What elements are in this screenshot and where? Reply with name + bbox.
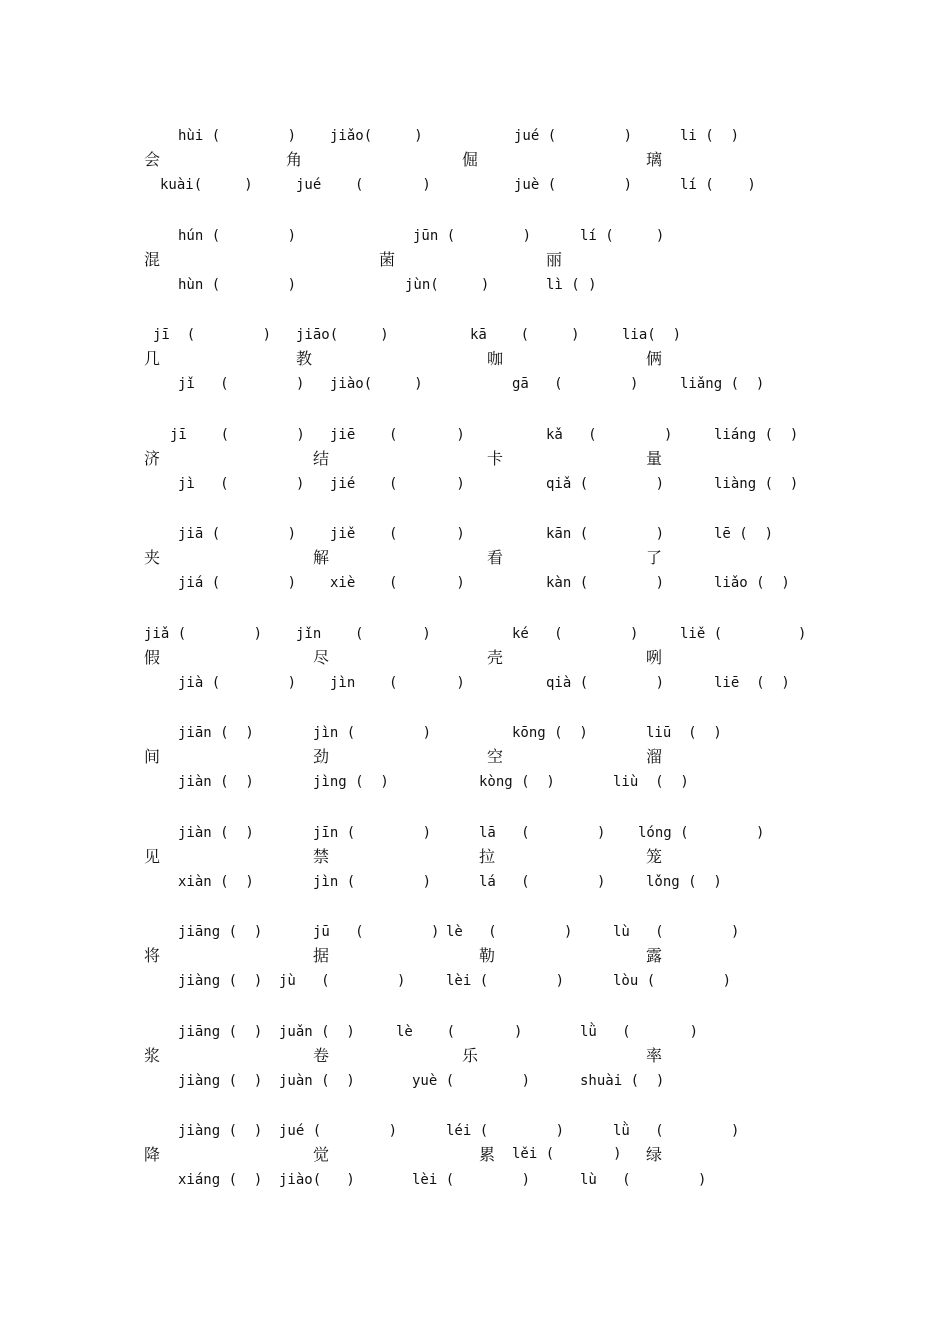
hanzi-character: 绿: [646, 1145, 663, 1164]
pinyin-option-upper: lia( ): [622, 327, 682, 343]
hanzi-character: 浆: [144, 1046, 161, 1065]
pinyin-option-upper: jīn ( ): [313, 825, 432, 841]
pinyin-option-lower: liǎo ( ): [714, 575, 790, 591]
pinyin-option-lower: xiáng ( ): [178, 1172, 263, 1188]
pinyin-option-lower: juàn ( ): [279, 1073, 355, 1089]
hanzi-character: 拉: [479, 847, 496, 866]
pinyin-option-upper: jī ( ): [153, 327, 272, 343]
pinyin-option-lower: hùn ( ): [178, 277, 297, 293]
pinyin-option-lower: lòu ( ): [613, 973, 732, 989]
hanzi-character: 倔: [462, 150, 479, 169]
hanzi-character: 璃: [646, 150, 663, 169]
pinyin-option-upper: lè ( ): [396, 1024, 523, 1040]
pinyin-option-upper: jìn ( ): [313, 725, 432, 741]
pinyin-option-lower: xiàn ( ): [178, 874, 254, 890]
pinyin-option-upper: jiē ( ): [330, 427, 465, 443]
hanzi-character: 壳: [487, 648, 504, 667]
pinyin-option-lower: gā ( ): [512, 376, 639, 392]
hanzi-character: 卡: [487, 449, 504, 468]
pinyin-option-upper: jū ( ): [313, 924, 440, 940]
pinyin-option-upper: jǐn ( ): [296, 626, 431, 642]
pinyin-option-upper: hùi ( ): [178, 128, 297, 144]
hanzi-character: 解: [313, 548, 330, 567]
pinyin-option-lower: jìng ( ): [313, 774, 389, 790]
hanzi-character: 率: [646, 1046, 663, 1065]
pinyin-option-lower: qià ( ): [546, 675, 665, 691]
hanzi-character: 量: [646, 449, 663, 468]
pinyin-option-upper: lē ( ): [714, 526, 774, 542]
pinyin-option-upper: liě ( ): [680, 626, 807, 642]
hanzi-character: 勒: [479, 946, 496, 965]
pinyin-option-inline: lěi ( ): [512, 1146, 622, 1162]
pinyin-option-lower: liù ( ): [613, 774, 689, 790]
pinyin-option-lower: lǒng ( ): [646, 874, 722, 890]
hanzi-character: 俩: [646, 349, 663, 368]
pinyin-option-upper: lù ( ): [613, 924, 740, 940]
hanzi-character: 济: [144, 449, 161, 468]
hanzi-character: 混: [144, 250, 161, 269]
hanzi-character: 了: [646, 548, 663, 567]
pinyin-option-upper: ké ( ): [512, 626, 639, 642]
hanzi-character: 咖: [487, 349, 504, 368]
pinyin-option-upper: lè ( ): [446, 924, 573, 940]
pinyin-option-lower: jiàn ( ): [178, 774, 254, 790]
pinyin-option-lower: kòng ( ): [479, 774, 555, 790]
hanzi-character: 丽: [546, 250, 563, 269]
hanzi-character: 结: [313, 449, 330, 468]
pinyin-option-upper: kōng ( ): [512, 725, 588, 741]
pinyin-option-lower: liǎng ( ): [680, 376, 765, 392]
hanzi-character: 夹: [144, 548, 161, 567]
pinyin-option-upper: jiāng ( ): [178, 1024, 263, 1040]
pinyin-option-lower: jǐ ( ): [178, 376, 305, 392]
hanzi-character: 据: [313, 946, 330, 965]
hanzi-character: 觉: [313, 1145, 330, 1164]
hanzi-character: 空: [487, 747, 504, 766]
pinyin-option-lower: juè ( ): [514, 177, 633, 193]
pinyin-option-upper: li ( ): [680, 128, 740, 144]
pinyin-option-lower: liē ( ): [714, 675, 790, 691]
pinyin-option-lower: jié ( ): [330, 476, 465, 492]
pinyin-option-lower: xiè ( ): [330, 575, 465, 591]
pinyin-option-upper: jué ( ): [279, 1123, 398, 1139]
pinyin-option-lower: jùn( ): [405, 277, 490, 293]
hanzi-character: 假: [144, 648, 161, 667]
pinyin-option-upper: lóng ( ): [638, 825, 765, 841]
pinyin-option-upper: jiǎo( ): [330, 128, 423, 144]
pinyin-option-upper: jiāng ( ): [178, 924, 263, 940]
hanzi-character: 咧: [646, 648, 663, 667]
hanzi-character: 教: [296, 349, 313, 368]
pinyin-option-upper: lí ( ): [580, 228, 665, 244]
pinyin-option-upper: jiàn ( ): [178, 825, 254, 841]
hanzi-character: 卷: [313, 1046, 330, 1065]
hanzi-character: 见: [144, 847, 161, 866]
pinyin-option-upper: liáng ( ): [714, 427, 799, 443]
pinyin-option-lower: jì ( ): [178, 476, 305, 492]
pinyin-option-upper: kā ( ): [470, 327, 580, 343]
pinyin-option-lower: lí ( ): [680, 177, 756, 193]
pinyin-option-upper: lǜ ( ): [613, 1123, 740, 1139]
pinyin-option-lower: kuài( ): [160, 177, 253, 193]
pinyin-option-lower: jiàng ( ): [178, 973, 263, 989]
pinyin-option-upper: kān ( ): [546, 526, 665, 542]
hanzi-character: 尽: [313, 648, 330, 667]
pinyin-option-upper: kǎ ( ): [546, 427, 673, 443]
pinyin-option-lower: jiào( ): [279, 1172, 355, 1188]
hanzi-character: 累: [479, 1145, 496, 1164]
hanzi-character: 乐: [462, 1046, 479, 1065]
hanzi-character: 角: [286, 150, 303, 169]
hanzi-character: 劲: [313, 747, 330, 766]
pinyin-option-lower: jiá ( ): [178, 575, 297, 591]
pinyin-option-upper: jūn ( ): [413, 228, 532, 244]
pinyin-option-lower: lèi ( ): [412, 1172, 531, 1188]
pinyin-option-lower: qiǎ ( ): [546, 476, 665, 492]
hanzi-character: 禁: [313, 847, 330, 866]
pinyin-option-lower: jìn ( ): [330, 675, 465, 691]
pinyin-option-lower: jué ( ): [296, 177, 431, 193]
pinyin-option-lower: jiàng ( ): [178, 1073, 263, 1089]
hanzi-character: 几: [144, 349, 161, 368]
hanzi-character: 会: [144, 150, 161, 169]
pinyin-option-lower: jìn ( ): [313, 874, 432, 890]
hanzi-character: 笼: [646, 847, 663, 866]
pinyin-option-upper: jī ( ): [170, 427, 305, 443]
hanzi-character: 露: [646, 946, 663, 965]
pinyin-option-upper: jué ( ): [514, 128, 633, 144]
hanzi-character: 菌: [379, 250, 396, 269]
hanzi-character: 降: [144, 1145, 161, 1164]
pinyin-option-upper: lā ( ): [479, 825, 606, 841]
pinyin-option-lower: lì ( ): [546, 277, 597, 293]
pinyin-option-lower: jià ( ): [178, 675, 297, 691]
pinyin-option-upper: jiā ( ): [178, 526, 297, 542]
pinyin-option-lower: shuài ( ): [580, 1073, 665, 1089]
pinyin-option-lower: jiào( ): [330, 376, 423, 392]
hanzi-character: 看: [487, 548, 504, 567]
pinyin-option-upper: jiě ( ): [330, 526, 465, 542]
pinyin-option-upper: jiāo( ): [296, 327, 389, 343]
pinyin-option-lower: lá ( ): [479, 874, 606, 890]
pinyin-option-upper: hún ( ): [178, 228, 297, 244]
pinyin-option-lower: lèi ( ): [446, 973, 565, 989]
pinyin-option-lower: liàng ( ): [714, 476, 799, 492]
pinyin-option-upper: jiǎ ( ): [144, 626, 263, 642]
hanzi-character: 将: [144, 946, 161, 965]
pinyin-option-upper: jiàng ( ): [178, 1123, 263, 1139]
pinyin-option-upper: léi ( ): [446, 1123, 565, 1139]
pinyin-option-lower: jù ( ): [279, 973, 406, 989]
pinyin-option-upper: jiān ( ): [178, 725, 254, 741]
pinyin-option-lower: lù ( ): [580, 1172, 707, 1188]
pinyin-option-lower: kàn ( ): [546, 575, 665, 591]
pinyin-option-upper: lǜ ( ): [580, 1024, 699, 1040]
pinyin-option-upper: juǎn ( ): [279, 1024, 355, 1040]
pinyin-option-lower: yuè ( ): [412, 1073, 531, 1089]
hanzi-character: 间: [144, 747, 161, 766]
hanzi-character: 溜: [646, 747, 663, 766]
pinyin-option-upper: liū ( ): [646, 725, 722, 741]
